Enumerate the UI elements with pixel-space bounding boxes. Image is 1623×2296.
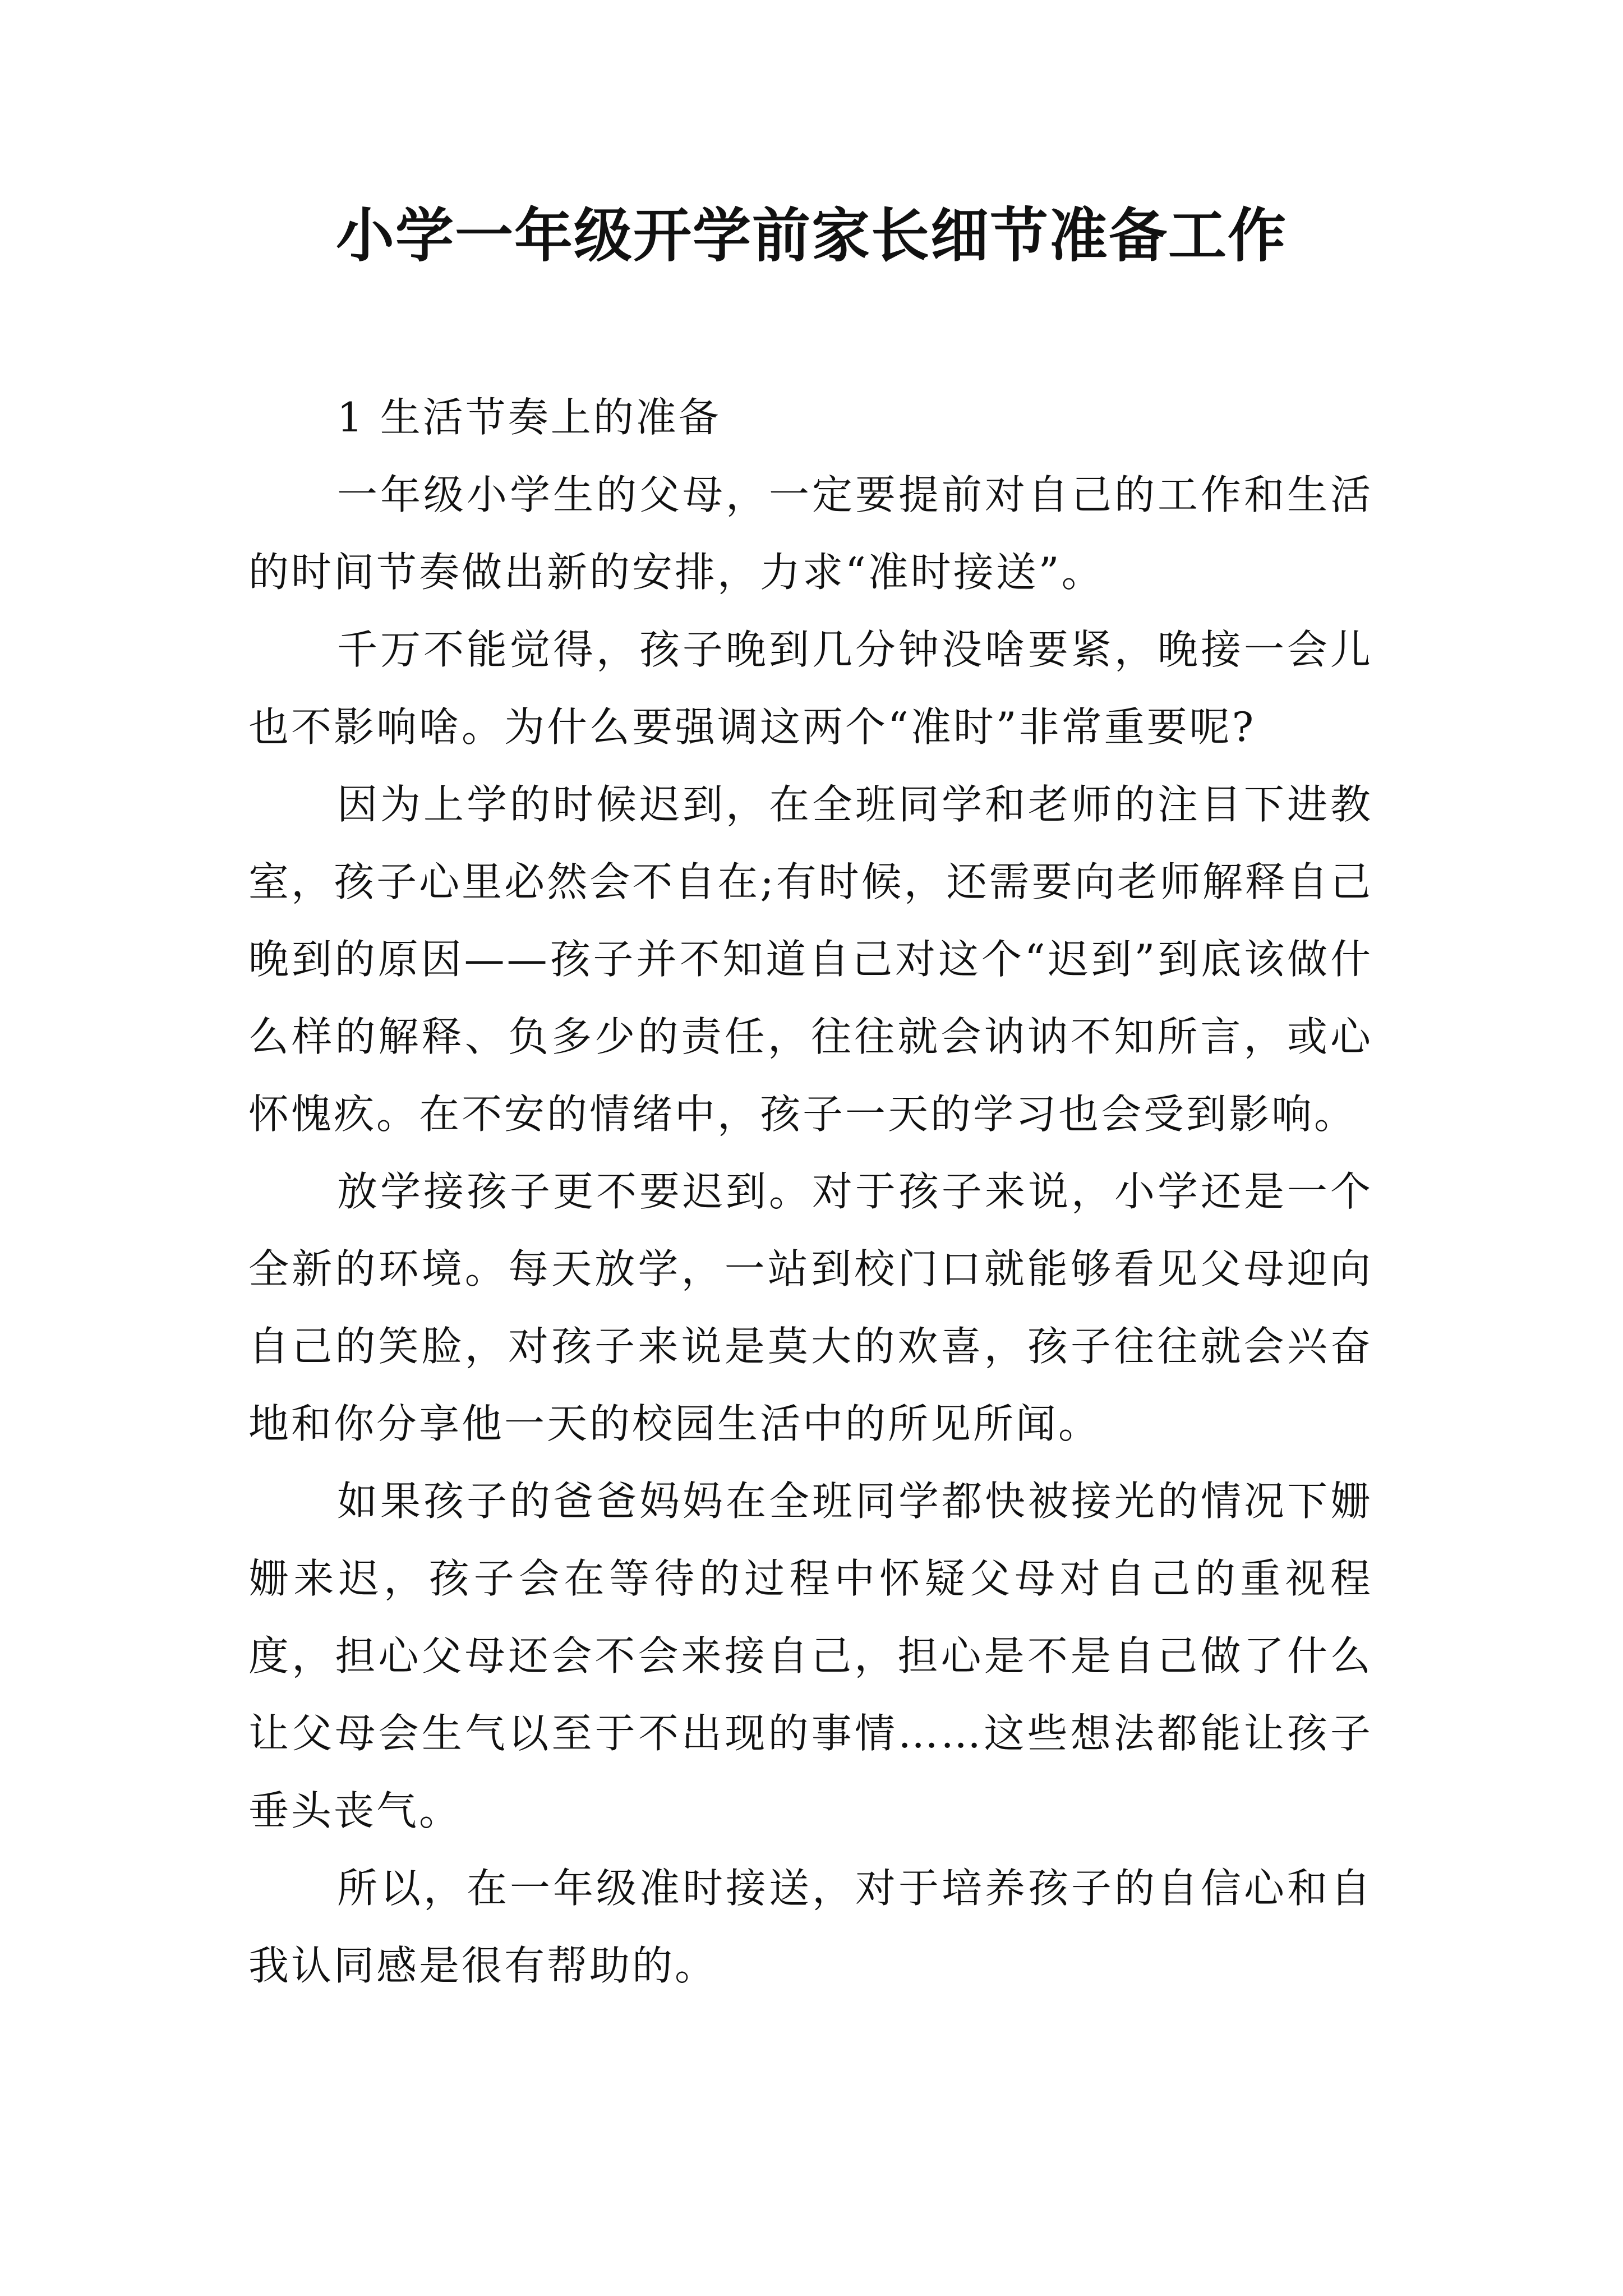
paragraph: 因为上学的时候迟到，在全班同学和老师的注目下进教室，孩子心里必然会不自在;有时候，还需要向老师解释自己晚到的原因——孩子并不知道自己对这个“迟到”到底该做什么样的解释、负多少的责任，往往就会讷讷不知所言，或心怀愧疚。在不安的情绪中，孩子一天的学习也会受到影响。	[248, 781, 1373, 1138]
paragraph: 千万不能觉得，孩子晚到几分钟没啥要紧，晚接一会儿也不影响啥。为什么要强调这两个“准时”非常重要呢?	[248, 626, 1373, 751]
document-title: 小学一年级开学前家长细节准备工作	[335, 201, 1287, 270]
section-heading: 1 生活节奏上的准备	[337, 394, 721, 441]
paragraph: 一年级小学生的父母，一定要提前对自己的工作和生活的时间节奏做出新的安排，力求“准时接送”。	[248, 471, 1373, 596]
document-body	[248, 379, 1373, 2004]
paragraph: 放学接孩子更不要迟到。对于孩子来说，小学还是一个全新的环境。每天放学，一站到校门口就能够看见父母迎向自己的笑脸，对孩子来说是莫大的欢喜，孩子往往就会兴奋地和你分享他一天的校园生活中的所见所闻。	[248, 1168, 1373, 1447]
paragraph: 如果孩子的爸爸妈妈在全班同学都快被接光的情况下姗姗来迟，孩子会在等待的过程中怀疑父母对自己的重视程度，担心父母还会不会来接自己，担心是不是自己做了什么让父母会生气以至于不出现的事情……这些想法都能让孩子垂头丧气。	[248, 1478, 1373, 1834]
paragraph: 所以，在一年级准时接送，对于培养孩子的自信心和自我认同感是很有帮助的。	[248, 1865, 1373, 1989]
